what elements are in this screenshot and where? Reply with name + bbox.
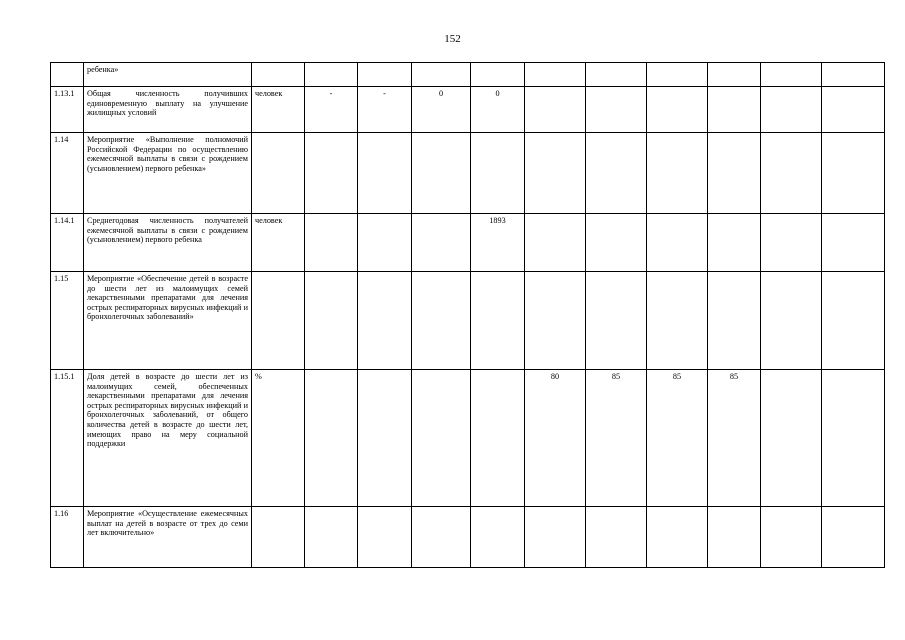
row-number-cell: 1.14 [51,133,84,214]
value-cell [647,133,708,214]
value-cell [708,272,761,370]
value-cell [358,370,412,507]
value-cell [525,507,586,568]
value-cell [525,272,586,370]
value-cell [822,63,885,87]
value-cell: 0 [471,87,525,133]
value-cell [586,272,647,370]
value-cell: 85 [586,370,647,507]
value-cell [412,370,471,507]
value-cell [471,63,525,87]
value-cell [305,507,358,568]
value-cell [708,63,761,87]
row-number-cell: 1.14.1 [51,214,84,272]
value-cell [525,214,586,272]
value-cell [471,272,525,370]
indicator-name-cell: Мероприятие «Обеспечение детей в возрасте до шести лет из малоимущих семей лекарственными препаратами для лечения острых респираторных вирусных инфекций и бронхолегочных заболеваний» [84,272,252,370]
value-cell [822,214,885,272]
value-cell [305,133,358,214]
unit-cell [252,133,305,214]
value-cell: 0 [412,87,471,133]
value-cell [708,133,761,214]
row-number-cell: 1.15 [51,272,84,370]
value-cell [412,63,471,87]
unit-cell [252,507,305,568]
value-cell [822,507,885,568]
table-row [51,370,885,507]
value-cell [822,87,885,133]
row-number-cell [51,63,84,87]
value-cell [761,214,822,272]
row-number-cell: 1.16 [51,507,84,568]
row-number-cell: 1.13.1 [51,87,84,133]
indicator-name-cell: Среднегодовая численность получателей ежемесячной выплаты в связи с рождением (усыновлением) первого ребенка [84,214,252,272]
unit-cell: человек [252,214,305,272]
value-cell [761,63,822,87]
value-cell [412,214,471,272]
value-cell [708,507,761,568]
value-cell [586,63,647,87]
value-cell [708,87,761,133]
value-cell: 80 [525,370,586,507]
value-cell [761,507,822,568]
value-cell: - [358,87,412,133]
value-cell [822,272,885,370]
indicator-name-cell: Мероприятие «Осуществление ежемесячных выплат на детей в возрасте от трех до семи лет включительно» [84,507,252,568]
value-cell [358,133,412,214]
unit-cell [252,272,305,370]
value-cell [305,370,358,507]
value-cell [647,507,708,568]
table-row [51,63,885,87]
value-cell [358,272,412,370]
value-cell [822,370,885,507]
unit-cell: % [252,370,305,507]
table-row [51,133,885,214]
value-cell [358,507,412,568]
value-cell [647,87,708,133]
indicator-name-cell: ребенка» [84,63,252,87]
value-cell [525,63,586,87]
value-cell [647,63,708,87]
table-row [51,214,885,272]
page-number: 152 [444,33,461,45]
value-cell [708,214,761,272]
value-cell [647,272,708,370]
value-cell [358,214,412,272]
value-cell: 1893 [471,214,525,272]
value-cell: 85 [708,370,761,507]
value-cell [822,133,885,214]
value-cell [412,133,471,214]
value-cell [305,272,358,370]
indicator-name-cell: Общая численность получивших единовременную выплату на улучшение жилищных условий [84,87,252,133]
value-cell [586,133,647,214]
value-cell [761,133,822,214]
value-cell: 85 [647,370,708,507]
indicator-name-cell: Доля детей в возрасте до шести лет из малоимущих семей, обеспеченных лекарственными препаратами для лечения острых респираторных вирусных инфекций и бронхолегочных заболеваний, от общего количества детей в возрасте до шести лет, имеющих право на меру социальной поддержки [84,370,252,507]
unit-cell: человек [252,87,305,133]
unit-cell [252,63,305,87]
value-cell [305,63,358,87]
value-cell [471,133,525,214]
value-cell [586,214,647,272]
value-cell [761,272,822,370]
value-cell [358,63,412,87]
value-cell [412,272,471,370]
value-cell [525,87,586,133]
indicators-table [50,62,885,568]
table-row [51,272,885,370]
table-body [51,63,885,568]
table-row [51,87,885,133]
row-number-cell: 1.15.1 [51,370,84,507]
value-cell [647,214,708,272]
value-cell [305,214,358,272]
value-cell [586,87,647,133]
table-row [51,507,885,568]
value-cell [525,133,586,214]
value-cell [412,507,471,568]
value-cell [471,370,525,507]
value-cell [471,507,525,568]
value-cell [761,87,822,133]
value-cell [586,507,647,568]
indicator-name-cell: Мероприятие «Выполнение полномочий Российской Федерации по осуществлению ежемесячной выплаты в связи с рождением (усыновлением) первого ребенка» [84,133,252,214]
value-cell: - [305,87,358,133]
value-cell [761,370,822,507]
